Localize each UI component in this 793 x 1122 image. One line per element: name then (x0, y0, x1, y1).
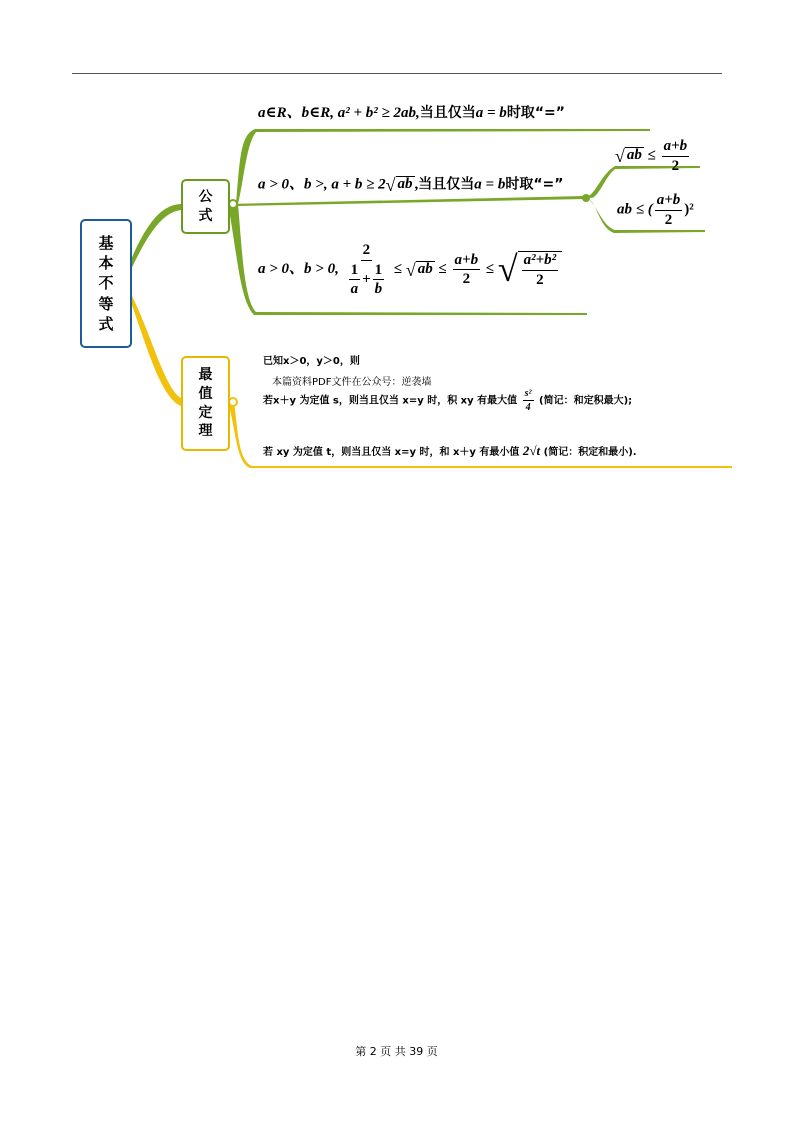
mindmap-root-node (80, 219, 132, 348)
formula-3-arith-num: a+b (453, 252, 481, 271)
formula-1-text2: 时取 (506, 105, 535, 121)
formula-2-sqrt-body: ab (397, 176, 413, 192)
formula-branch-char-2: 式 (198, 207, 213, 224)
formula-3 (258, 242, 562, 298)
extreme-line-2-frac (523, 388, 534, 413)
formula-2-math: a > 0、b >, a + b ≥ 2 (258, 176, 386, 193)
formula-1-quote: “=” (534, 105, 565, 121)
formula-2b-frac (655, 192, 683, 228)
formula-1-text: 当且仅当 (419, 105, 476, 121)
formula-3-sqrt-ab-body: ab (417, 260, 433, 277)
formula-1 (258, 106, 565, 121)
extreme-line-2-den: 4 (525, 402, 531, 413)
extreme-line-3-text: 若 xy 为定值 t，则当且仅当 x=y 时，和 x＋y 有最小值 (263, 447, 520, 458)
formula-3-one-b: 1 (373, 262, 385, 281)
formula-3-arith (453, 252, 481, 288)
root-char-2: 本 (98, 254, 114, 273)
formula-2b-rhs: )² (684, 201, 694, 218)
formula-3-num: 2 (361, 242, 373, 261)
formula-2-sqrt: √ ab (385, 175, 413, 195)
extreme-line-2-num: s² (524, 388, 532, 399)
formula-3-quad-den: 2 (536, 271, 544, 288)
page-footer: 第 2 页 共 39 页 (355, 1045, 438, 1058)
formula-2b-num: a+b (655, 192, 683, 211)
formula-2-quote: “=” (533, 176, 564, 193)
formula-3-sqrt-ab: √ ab (405, 259, 433, 280)
formula-2a-den: 2 (671, 157, 680, 174)
formula-2b (617, 192, 694, 228)
formula-3-cond: a > 0、b > 0, (258, 261, 339, 278)
notice-text: 本篇资料PDF文件在公众号：逆袭墙 (272, 377, 432, 388)
extreme-line-3-value: 2√t (522, 443, 541, 458)
root-char-3: 不 (98, 274, 114, 293)
formula-branch-node (181, 179, 230, 234)
extreme-line-2-note: (简记：和定积最大); (539, 395, 633, 407)
formula-3-quad-frac (522, 252, 559, 288)
formula-2 (258, 176, 563, 194)
formula-3-den (345, 261, 389, 298)
formula-3-le3: ≤ (485, 261, 495, 278)
formula-1-math: a∈R、b∈R, a² + b² ≥ 2ab, (258, 105, 420, 121)
formula-branch-char-1: 公 (198, 188, 213, 205)
formula-2a-num: a+b (662, 138, 690, 157)
root-char-1: 基 (98, 233, 114, 252)
formula-2a-sqrt-body: ab (626, 147, 642, 163)
extreme-line-3 (263, 443, 637, 459)
formula-2a-frac (662, 138, 690, 174)
extreme-line-3-note: (简记：积定和最小). (543, 447, 637, 458)
extreme-char-4: 理 (198, 423, 213, 440)
formula-3-arith-den: 2 (462, 271, 471, 288)
formula-3-plus: + (362, 270, 371, 287)
formula-3-frac-b (373, 262, 385, 298)
formula-1-math2: a = b (475, 105, 507, 121)
formula-2-text: 当且仅当 (418, 176, 475, 193)
formula-2-comma: , (414, 176, 419, 193)
formula-3-one-a: 1 (349, 262, 361, 281)
formula-2-text2: 时取 (505, 176, 534, 193)
formula-2-math2: a = b (474, 176, 506, 193)
formula-2a-le: ≤ (647, 147, 656, 164)
extreme-theorem-node (181, 356, 230, 451)
root-char-4: 等 (98, 294, 114, 313)
extreme-line-2-text: 若x＋y 为定值 s，则当且仅当 x=y 时，积 xy 有最大值 (263, 395, 518, 407)
formula-3-quad-num: a²+b² (522, 252, 559, 271)
extreme-line-2 (263, 388, 632, 413)
extreme-char-3: 定 (198, 404, 213, 421)
formula-3-harmonic (345, 242, 389, 298)
formula-3-b: b (374, 281, 383, 297)
formula-2a (615, 138, 691, 174)
formula-3-quadratic: √ $\frac{\text{a²+b²}}{2}$ (498, 251, 562, 288)
extreme-char-1: 最 (198, 366, 213, 383)
formula-3-a: a (350, 281, 359, 297)
extreme-line-1: 已知x＞0，y＞0，则 (263, 356, 360, 367)
formula-2a-sqrt: √ ab (615, 146, 642, 166)
root-char-5: 式 (98, 314, 114, 333)
formula-2b-den: 2 (664, 211, 673, 228)
formula-2b-lhs: ab ≤ ( (617, 201, 653, 218)
formula-3-le1: ≤ (393, 261, 403, 278)
formula-3-frac-a (349, 262, 361, 298)
extreme-char-2: 值 (198, 385, 213, 402)
formula-3-le2: ≤ (438, 261, 447, 278)
